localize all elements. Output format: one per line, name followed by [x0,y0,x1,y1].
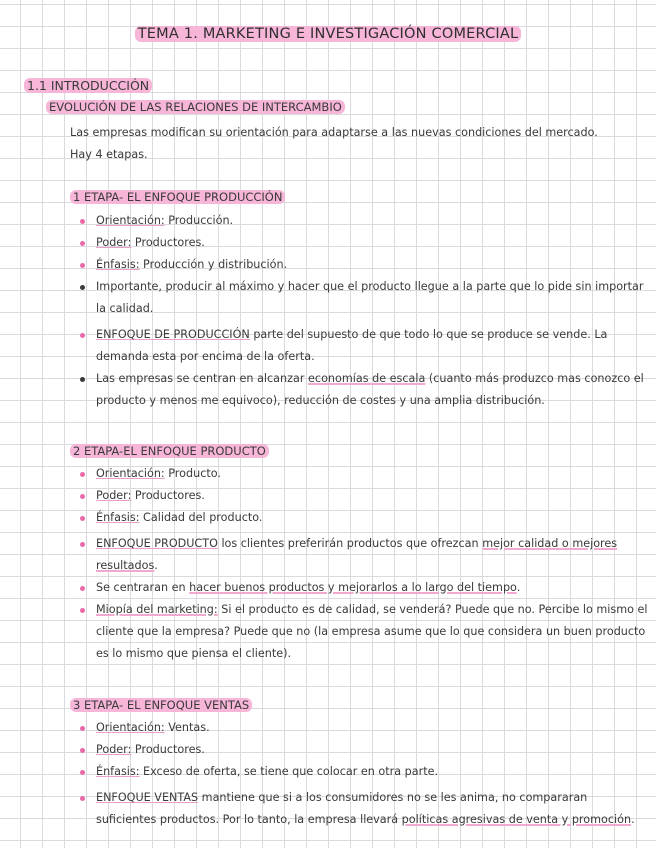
list-item: Orientación: Producto. [78,463,648,485]
list-item: Se centraran en hacer buenos productos y mejorarlos a lo largo del tiempo. [78,577,648,599]
list-item: Importante, producir al máximo y hacer que el producto llegue a la parte que lo pide sin importar la calidad. [78,276,648,320]
list-item: ENFOQUE PRODUCTO los clientes preferirán productos que ofrezcan mejor calidad o mejores resultados. [78,533,648,577]
list-item: Énfasis: Calidad del producto. [78,507,648,529]
intro-line-2: Hay 4 etapas. [70,148,148,161]
list-item: Énfasis: Exceso de oferta, se tiene que colocar en otra parte. [78,761,648,783]
stage1-list [78,210,648,412]
stage3-list [78,717,648,831]
list-item: Las empresas se centran en alcanzar economías de escala (cuanto más produzco mas conozco el producto y menos me equivoco), reducción de costes y una amplia distribución. [78,368,648,412]
stage2-list [78,463,648,665]
intro-line-1: Las empresas modifican su orientación para adaptarse a las nuevas condiciones del mercado. [70,126,598,139]
page-title-text: TEMA 1. MARKETING E INVESTIGACIÓN COMERCIAL [135,26,522,42]
section-heading: 1.1 INTRODUCCIÓN [24,78,152,93]
stage1-heading: 1 ETAPA- EL ENFOQUE PRODUCCIÓN [70,190,285,204]
list-item: Orientación: Producción. [78,210,648,232]
page-title [0,26,656,42]
list-item: Énfasis: Producción y distribución. [78,254,648,276]
list-item: Orientación: Ventas. [78,717,648,739]
list-item: Poder: Productores. [78,232,648,254]
list-item: Miopía del marketing: Si el producto es de calidad, se venderá? Puede que no. Percibe lo mismo el cliente que la empresa? Puede que no (la empresa asume que lo que considera un buen producto es lo mismo que piensa el cliente). [78,599,648,665]
intro-paragraph [70,122,630,166]
stage2-heading: 2 ETAPA-EL ENFOQUE PRODUCTO [70,444,269,458]
list-item: ENFOQUE DE PRODUCCIÓN parte del supuesto de que todo lo que se produce se vende. La demanda esta por encima de la oferta. [78,324,648,368]
list-item: Poder: Productores. [78,485,648,507]
list-item: Poder: Productores. [78,739,648,761]
list-item: ENFOQUE VENTAS mantiene que si a los consumidores no se les anima, no compararan suficientes productos. Por lo tanto, la empresa llevará políticas agresivas de venta y promoción. [78,787,648,831]
stage3-heading: 3 ETAPA- EL ENFOQUE VENTAS [70,698,252,712]
subsection-heading: EVOLUCIÓN DE LAS RELACIONES DE INTERCAMBIO [46,100,345,114]
